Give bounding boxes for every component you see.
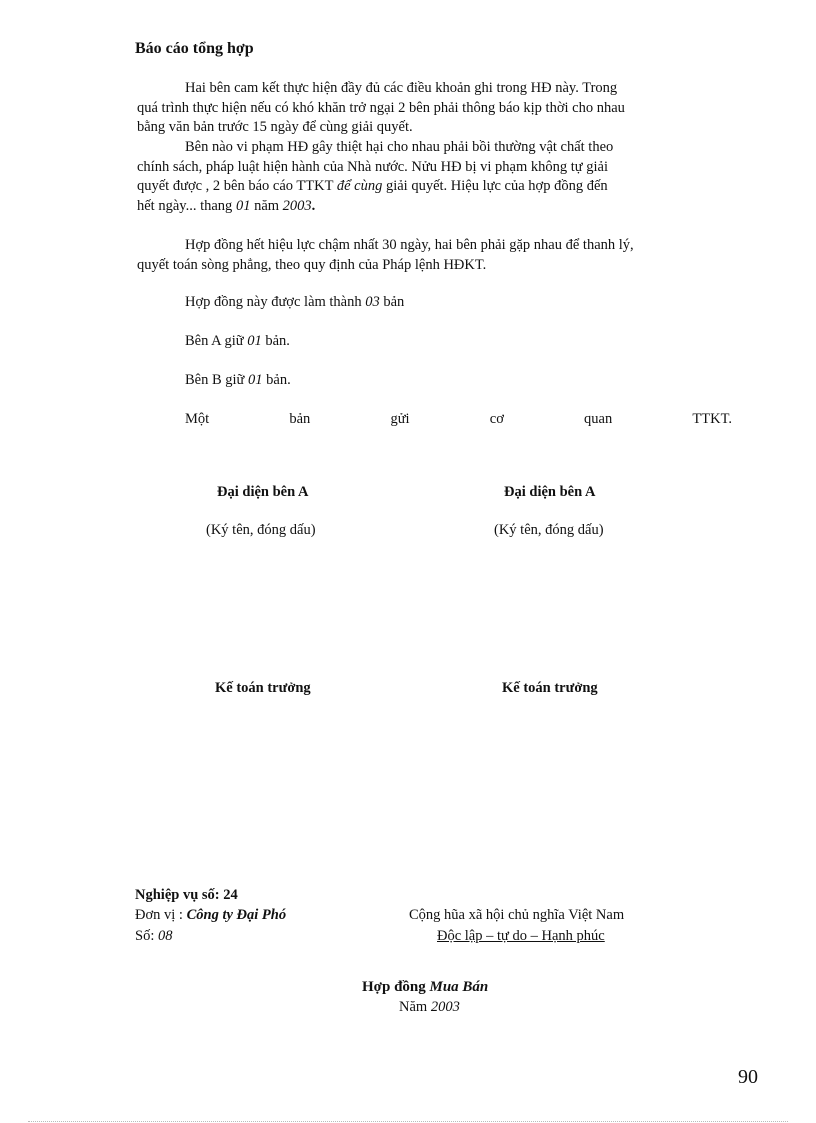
party-b-copies-line: Bên B giữ 01 bản. bbox=[185, 372, 291, 388]
word: Một bbox=[185, 411, 210, 427]
paragraph-commitment bbox=[137, 79, 748, 138]
task-number: Nghiệp vụ số: 24 bbox=[135, 887, 238, 903]
copies-made-line: Hợp đồng này được làm thành 03 bản bbox=[185, 294, 405, 310]
page-divider bbox=[28, 1121, 788, 1122]
text-line: quyết toán sòng phẳng, theo quy định của Pháp lệnh HĐKT. bbox=[137, 256, 487, 273]
page-number: 90 bbox=[738, 1066, 758, 1088]
right-representative-heading: Đại diện bên A bbox=[504, 484, 596, 500]
right-sign-note: (Ký tên, đóng dấu) bbox=[494, 522, 604, 538]
text-line: Hai bên cam kết thực hiện đầy đủ các điều khoản ghi trong HĐ này. Trong bbox=[185, 80, 618, 96]
right-chief-accountant: Kế toán trưởng bbox=[502, 680, 598, 696]
national-motto: Độc lập – tự do – Hạnh phúc bbox=[437, 928, 605, 944]
text-line: bằng văn bản trước 15 ngày để cùng giải quyết. bbox=[137, 119, 413, 135]
left-representative-heading: Đại diện bên A bbox=[217, 484, 309, 500]
paragraph-expiry bbox=[137, 236, 748, 275]
left-sign-note: (Ký tên, đóng dấu) bbox=[206, 522, 316, 538]
word: quan bbox=[584, 411, 613, 427]
text-line: quá trình thực hiện nếu có khó khăn trở ngại 2 bên phải thông báo kịp thời cho nhau bbox=[137, 99, 625, 116]
ttkt-copy-line bbox=[185, 411, 732, 428]
text-line: Bên nào vi phạm HĐ gây thiệt hại cho nhau phải bồi thường vật chất theo bbox=[185, 139, 614, 155]
unit-line: Đơn vị : Công ty Đại Phó bbox=[135, 907, 287, 923]
party-a-copies-line: Bên A giữ 01 bản. bbox=[185, 333, 290, 349]
contract-year: Năm 2003 bbox=[399, 999, 460, 1015]
text-line: quyết được , 2 bên báo cáo TTKT để cùng giải quyết. Hiệu lực của hợp đồng đến bbox=[137, 178, 608, 194]
text-line: chính sách, pháp luật hiện hành của Nhà nước. Nửu HĐ bị vi phạm không tự giải bbox=[137, 158, 608, 175]
number-line: Số: 08 bbox=[135, 928, 173, 944]
contract-title: Hợp đồng Mua Bán bbox=[362, 979, 489, 995]
republic-heading: Cộng hũa xã hội chủ nghĩa Việt Nam bbox=[409, 907, 625, 923]
text-line: Hợp đồng hết hiệu lực chậm nhất 30 ngày, hai bên phải gặp nhau để thanh lý, bbox=[185, 237, 634, 253]
word: bản bbox=[289, 411, 311, 427]
word: TTKT. bbox=[692, 411, 732, 427]
left-chief-accountant: Kế toán trưởng bbox=[215, 680, 311, 696]
word: cơ bbox=[489, 411, 504, 427]
paragraph-violation bbox=[137, 138, 748, 216]
text-line: hết ngày... thang 01 năm 2003. bbox=[137, 197, 316, 214]
section-title: Báo cáo tổng hợp bbox=[135, 40, 254, 57]
word: gửi bbox=[390, 411, 410, 427]
